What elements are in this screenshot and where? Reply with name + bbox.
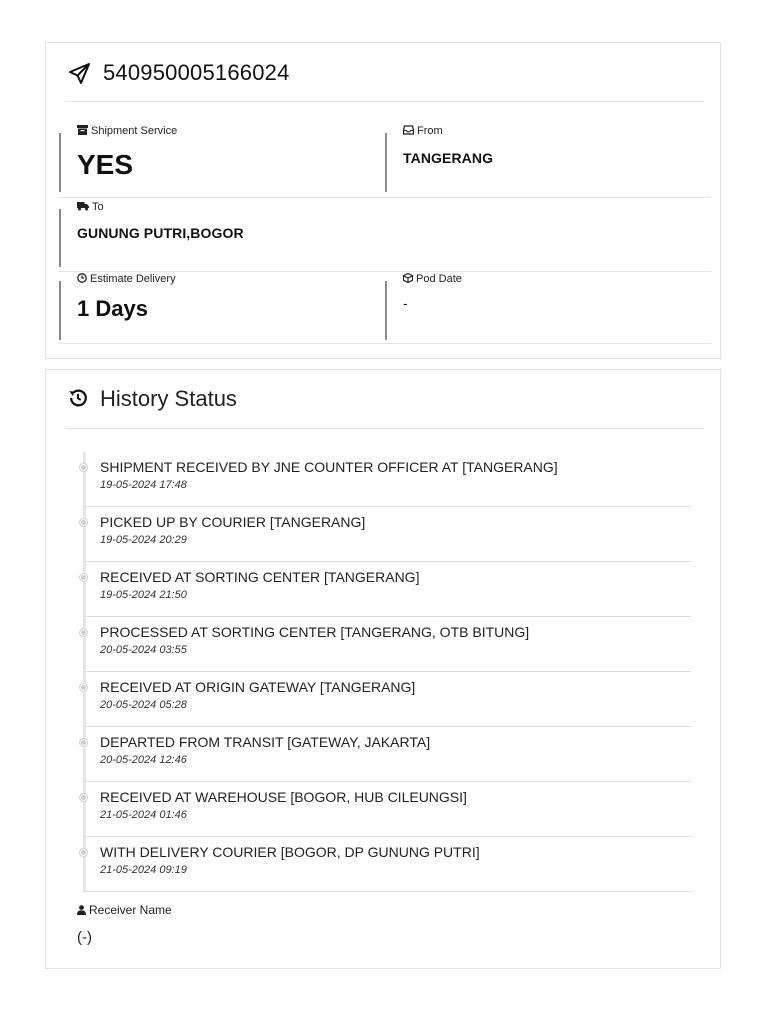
timeline-status: DEPARTED FROM TRANSIT [GATEWAY, JAKARTA] — [100, 734, 431, 750]
timeline-item — [83, 617, 691, 672]
estimate-delivery-value: 1 Days — [77, 296, 148, 321]
divider — [59, 271, 711, 272]
timeline-dot-icon — [79, 683, 88, 692]
origin-label: From — [403, 125, 443, 137]
timeline-status: RECEIVED AT WAREHOUSE [BOGOR, HUB CILEUNGSI] — [100, 789, 467, 805]
receiver-name-value: (-) — [77, 929, 92, 946]
clock-icon — [77, 273, 87, 283]
awb-number: 540950005166024 — [103, 60, 290, 85]
timeline-dot-icon — [79, 793, 88, 802]
timeline-status: WITH DELIVERY COURIER [BOGOR, DP GUNUNG PUTRI] — [100, 844, 480, 860]
timeline-item — [83, 562, 691, 617]
estimate-delivery-label: Estimate Delivery — [77, 273, 176, 285]
destination-value: GUNUNG PUTRI,BOGOR — [77, 225, 244, 241]
timeline-dot-icon — [79, 463, 88, 472]
timeline-date: 21-05-2024 09:19 — [100, 864, 187, 876]
timeline-date: 20-05-2024 12:46 — [100, 754, 187, 766]
pod-date-value: - — [403, 295, 408, 311]
history-icon — [67, 387, 89, 409]
inbox-icon — [403, 125, 414, 135]
archive-box-icon — [77, 125, 88, 135]
divider — [59, 197, 711, 198]
pod-date-cell — [385, 273, 711, 340]
cube-icon — [403, 273, 413, 283]
truck-icon — [77, 201, 89, 211]
timeline-date: 20-05-2024 05:28 — [100, 699, 187, 711]
estimate-delivery-cell — [59, 273, 385, 340]
timeline-dot-icon — [79, 518, 88, 527]
shipment-service-label: Shipment Service — [77, 125, 177, 137]
receiver-name-label: Receiver Name — [77, 903, 172, 917]
timeline-dot-icon — [79, 628, 88, 637]
destination-label: To — [77, 201, 104, 213]
origin-value: TANGERANG — [403, 150, 494, 166]
destination-cell — [59, 201, 711, 267]
history-title: History Status — [100, 386, 237, 411]
timeline-dot-icon — [79, 573, 88, 582]
user-icon — [77, 905, 86, 915]
divider — [59, 343, 711, 344]
timeline-date: 21-05-2024 01:46 — [100, 809, 187, 821]
timeline-date: 19-05-2024 21:50 — [100, 589, 187, 601]
history-header — [66, 370, 704, 429]
timeline-dot-icon — [79, 738, 88, 747]
pod-date-label: Pod Date — [403, 273, 462, 285]
timeline-status: PROCESSED AT SORTING CENTER [TANGERANG, OTB BITUNG] — [100, 624, 530, 640]
origin-cell — [385, 125, 711, 192]
timeline-status: SHIPMENT RECEIVED BY JNE COUNTER OFFICER AT [TANGERANG] — [100, 459, 558, 475]
timeline-dot-icon — [79, 848, 88, 857]
shipment-service-value: YES — [77, 149, 134, 180]
timeline-date: 19-05-2024 20:29 — [100, 534, 187, 546]
timeline-status: RECEIVED AT SORTING CENTER [TANGERANG] — [100, 569, 420, 585]
timeline-item — [83, 782, 691, 837]
timeline-item — [83, 672, 691, 727]
timeline-item — [83, 507, 691, 562]
timeline-item — [83, 452, 691, 507]
timeline-status: RECEIVED AT ORIGIN GATEWAY [TANGERANG] — [100, 679, 416, 695]
shipment-header — [66, 43, 704, 102]
history-status-card — [45, 369, 721, 969]
timeline-status: PICKED UP BY COURIER [TANGERANG] — [100, 514, 366, 530]
timeline-date: 20-05-2024 03:55 — [100, 644, 187, 656]
paper-plane-icon — [67, 62, 91, 86]
timeline-item — [83, 837, 691, 892]
shipment-service-cell — [59, 125, 385, 192]
shipment-info-card — [45, 42, 721, 359]
timeline-date: 19-05-2024 17:48 — [100, 479, 187, 491]
timeline-item — [83, 727, 691, 782]
